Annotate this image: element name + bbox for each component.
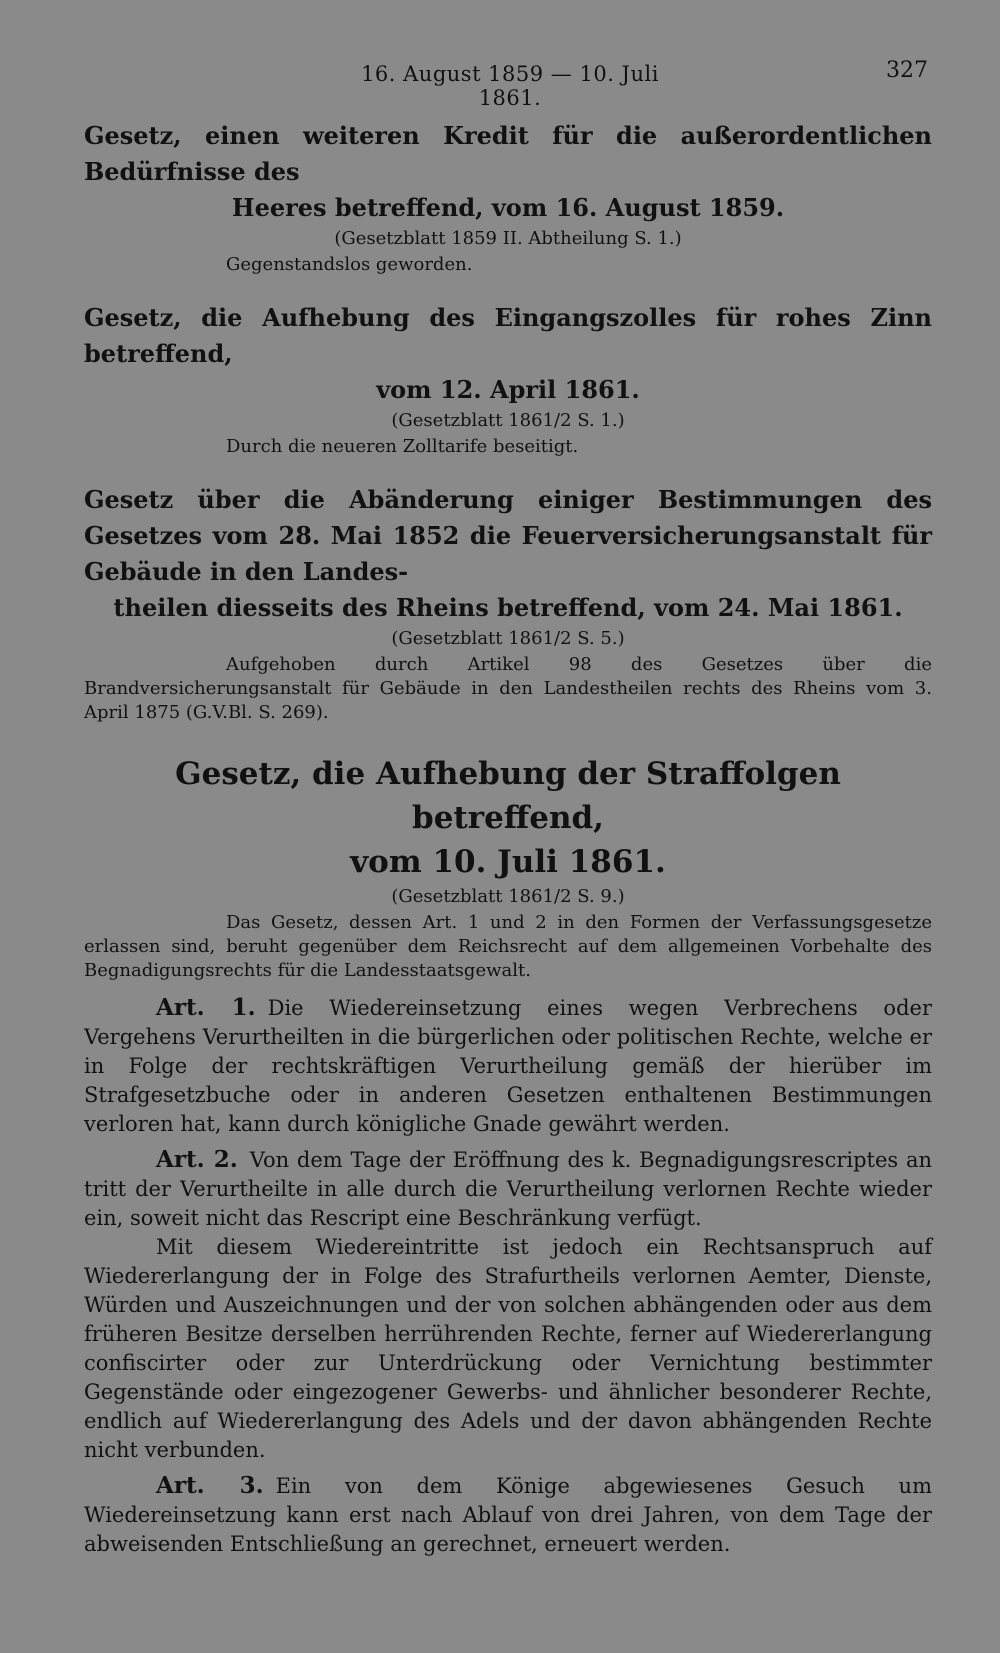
article-3: [84, 1471, 932, 1559]
law-note: Durch die neueren Zolltarife beseitigt.: [226, 436, 579, 457]
main-law-note: [84, 911, 932, 983]
article-label: Art. 2.: [156, 1146, 238, 1173]
main-law-citation: (Gesetzblatt 1861/2 S. 9.): [391, 886, 625, 907]
law-citation: (Gesetzblatt 1861/2 S. 5.): [391, 628, 625, 649]
law-entry-3: [84, 482, 932, 725]
law-citation: (Gesetzblatt 1861/2 S. 1.): [391, 410, 625, 431]
law-citation: (Gesetzblatt 1859 II. Abtheilung S. 1.): [334, 228, 682, 249]
page-number: 327: [886, 58, 928, 83]
law-note: [84, 653, 932, 725]
law-note-text: Aufgehoben durch Artikel 98 des Gesetzes über die Brandversicherungsanstalt für Gebäude in den Landestheilen rechts des Rheins vom 3. April 1875 (G.V.Bl. S. 269).: [84, 654, 932, 723]
law-title-line-2: Heeres betreffend, vom 16. August 1859.: [231, 193, 785, 222]
law-entry-1: [84, 118, 932, 277]
main-law: [84, 752, 932, 1559]
law-title: [84, 118, 932, 226]
main-law-title: [84, 752, 932, 884]
law-title-line-2: vom 12. April 1861.: [376, 375, 640, 404]
article-text: Mit diesem Wiedereintritte ist jedoch ein Rechtsanspruch auf Wiedererlangung der in Folge des Strafurtheils verlornen Aemter, Dienste, Würden und Auszeichnungen und der von solchen abhängenden oder aus dem früheren Besitze derselben herrührenden Rechte, ferner auf Wiedererlangung confiscirter oder zur Unterdrückung oder Vernichtung bestimmter Gegenstände oder eingezogener Gewerbs- und ähnlicher besonderer Rechte, endlich auf Wiedererlangung des Adels und der davon abhängenden Rechte nicht verbunden.: [84, 1235, 932, 1462]
law-title-line-2: theilen diesseits des Rheins betreffend, vom 24. Mai 1861.: [113, 593, 903, 622]
law-title-line-1: Gesetz über die Abänderung einiger Bestimmungen des Gesetzes vom 28. Mai 1852 die Feuerversicherungsanstalt für Gebäude in den Landes-: [84, 485, 932, 586]
law-entry-2: [84, 300, 932, 459]
article-1: [84, 993, 932, 1139]
main-law-note-text: Das Gesetz, dessen Art. 1 und 2 in den Formen der Verfassungsgesetze erlassen sind, beruht gegenüber dem Reichsrecht auf dem allgemeinen Vorbehalte des Begnadigungsrechts für die Landesstaatsgewalt.: [84, 912, 932, 981]
article-label: Art. 1.: [156, 994, 256, 1021]
article-text: Ein von dem Könige abgewiesenes Gesuch um Wiedereinsetzung kann erst nach Ablauf von drei Jahren, von dem Tage der abweisenden Entschließung an gerechnet, erneuert werden.: [84, 1474, 932, 1556]
main-law-title-line-1: Gesetz, die Aufhebung der Straffolgen betreffend,: [175, 756, 841, 836]
law-title-line-1: Gesetz, die Aufhebung des Eingangszolles für rohes Zinn betreffend,: [84, 303, 932, 368]
running-head: 16. August 1859 — 10. Juli 1861.: [361, 62, 659, 110]
article-2: [84, 1145, 932, 1233]
law-title: [84, 300, 932, 408]
article-label: Art. 3.: [156, 1472, 264, 1499]
article-2-paragraph-2: [84, 1233, 932, 1465]
law-note: Gegenstandslos geworden.: [226, 254, 473, 275]
article-text: Von dem Tage der Eröffnung des k. Begnadigungsrescriptes an tritt der Verurtheilte in alle durch die Verurtheilung verlornen Rechte wieder ein, soweit nicht das Rescript eine Beschränkung verfügt.: [84, 1148, 932, 1230]
law-title: [84, 482, 932, 626]
main-law-title-line-2: vom 10. Juli 1861.: [350, 844, 666, 880]
article-text: Die Wiedereinsetzung eines wegen Verbrechens oder Vergehens Verurtheilten in die bürgerlichen oder politischen Rechte, welche er in Folge der rechtskräftigen Verurtheilung gemäß der hierüber im Strafgesetzbuche oder in anderen Gesetzen enthaltenen Bestimmungen verloren hat, kann durch königliche Gnade gewährt werden.: [84, 996, 932, 1136]
law-title-line-1: Gesetz, einen weiteren Kredit für die außerordentlichen Bedürfnisse des: [84, 121, 932, 186]
